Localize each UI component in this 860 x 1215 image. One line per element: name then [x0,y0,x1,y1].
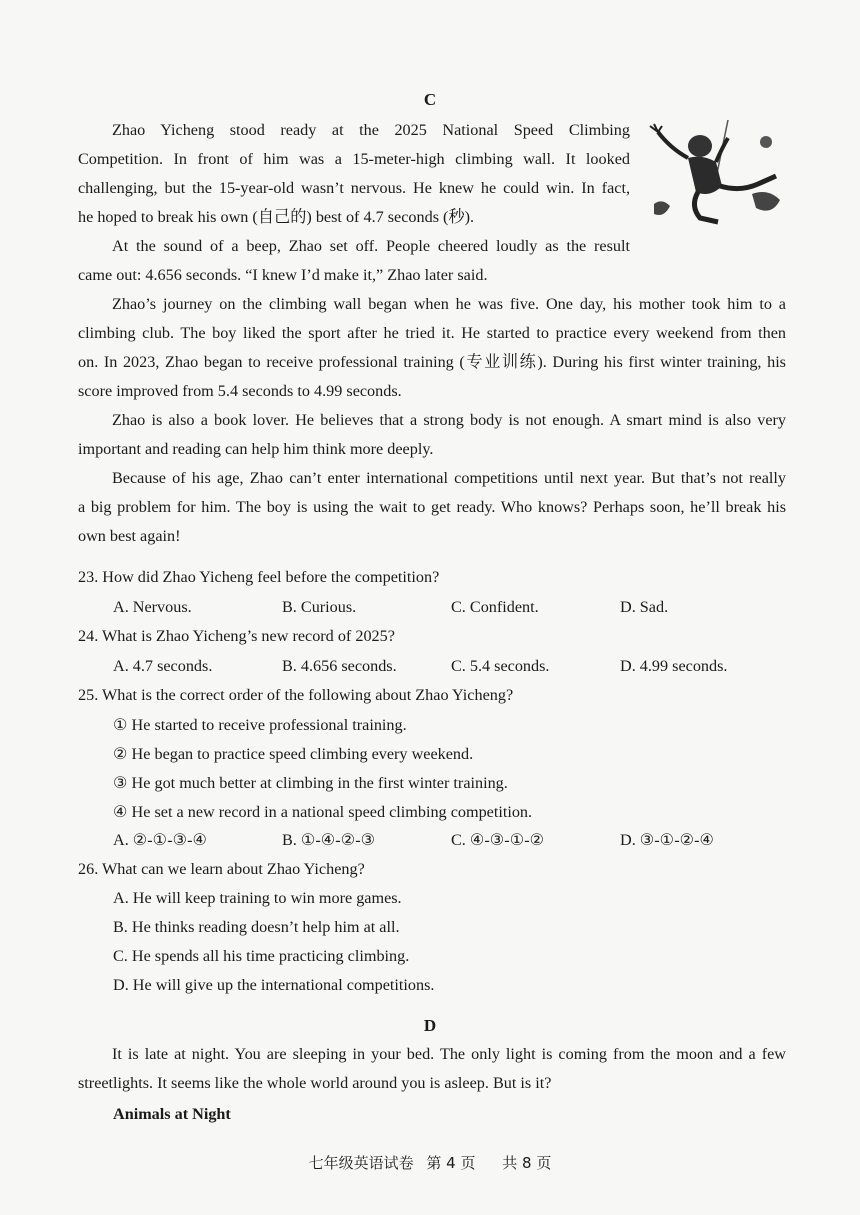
q26-option-c: C. He spends all his time practicing climbing. [113,947,410,965]
text-line: came out: 4.656 seconds. “I knew I’d make it,” Zhao later said. [78,266,488,284]
q23-option-a: A. Nervous. [113,598,192,616]
text-line: own best again! [78,527,181,545]
q24-option-a: A. 4.7 seconds. [113,657,213,675]
section-c-paragraph-1 [78,116,630,232]
section-d-paragraph-1 [78,1040,786,1098]
q25-option-c: C. ④-③-①-② [451,831,545,849]
text-line: Zhao Yicheng stood ready at the 2025 National Speed Climbing [112,121,630,139]
q24-option-d: D. 4.99 seconds. [620,657,728,675]
q25-option-d: D. ③-①-②-④ [620,831,715,849]
text-line: Zhao is also a book lover. He believes that a strong body is not enough. A smart mind is also very [112,411,786,429]
text-line: a big problem for him. The boy is using the wait to get ready. Who knows? Perhaps soon, he’ll break his [78,498,786,516]
q24-option-b: B. 4.656 seconds. [282,657,397,675]
text-line: score improved from 5.4 seconds to 4.99 seconds. [78,382,402,400]
text-line: climbing club. The boy liked the sport after he tried it. He started to practice every weekend from then [78,324,786,342]
section-c-heading: C [423,90,437,109]
section-c-paragraph-3 [78,290,786,406]
text-line: Zhao’s journey on the climbing wall began when he was five. One day, his mother took him to a [112,295,786,313]
question-24-stem: 24. What is Zhao Yicheng’s new record of 2025? [78,627,395,645]
q26-option-b: B. He thinks reading doesn’t help him at all. [113,918,400,936]
text-line: challenging, but the 15-year-old wasn’t nervous. He knew he could win. In fact, [78,179,630,197]
text-line: streetlights. It seems like the whole world around you is asleep. But is it? [78,1074,552,1092]
q23-option-d: D. Sad. [620,598,669,616]
footer-total-pages: 共 8 页 [502,1154,552,1172]
text-line: important and reading can help him think more deeply. [78,440,434,458]
q24-option-c: C. 5.4 seconds. [451,657,550,675]
text-line: on. In 2023, Zhao began to receive professional training (专业训练). During his first winter training, his [78,353,786,371]
q25-option-a: A. ②-①-③-④ [113,831,208,849]
text-line: he hoped to break his own (自己的) best of 4.7 seconds (秒). [78,208,475,226]
q23-option-c: C. Confident. [451,598,539,616]
section-c-paragraph-2 [78,232,630,290]
climber-photo [640,118,790,230]
text-line: At the sound of a beep, Zhao set off. People cheered loudly as the result [112,237,630,255]
question-25-stem: 25. What is the correct order of the following about Zhao Yicheng? [78,686,514,704]
section-c-paragraph-4 [78,406,786,464]
text-line: It is late at night. You are sleeping in your bed. The only light is coming from the moon and a few [112,1045,786,1063]
q25-item-2: ② He began to practice speed climbing every weekend. [113,745,474,763]
footer-exam-name: 七年级英语试卷 [308,1154,414,1172]
question-23-stem: 23. How did Zhao Yicheng feel before the competition? [78,568,440,586]
q25-item-4: ④ He set a new record in a national speed climbing competition. [113,803,533,821]
section-c-paragraph-5 [78,464,786,551]
q25-item-3: ③ He got much better at climbing in the first winter training. [113,774,508,792]
q25-option-b: B. ①-④-②-③ [282,831,376,849]
section-d-heading: D [423,1016,437,1035]
text-line: Competition. In front of him was a 15-meter-high climbing wall. It looked [78,150,630,168]
text-line: Because of his age, Zhao can’t enter international competitions until next year. But that’s not really [112,469,786,487]
q25-item-1: ① He started to receive professional training. [113,716,407,734]
page-footer [0,1152,860,1173]
q26-option-d: D. He will give up the international competitions. [113,976,435,994]
q23-option-b: B. Curious. [282,598,357,616]
section-d-subtitle: Animals at Night [113,1105,231,1123]
question-26-stem: 26. What can we learn about Zhao Yicheng? [78,860,365,878]
q26-option-a: A. He will keep training to win more games. [113,889,402,907]
footer-page-number: 第 4 页 [426,1154,476,1172]
